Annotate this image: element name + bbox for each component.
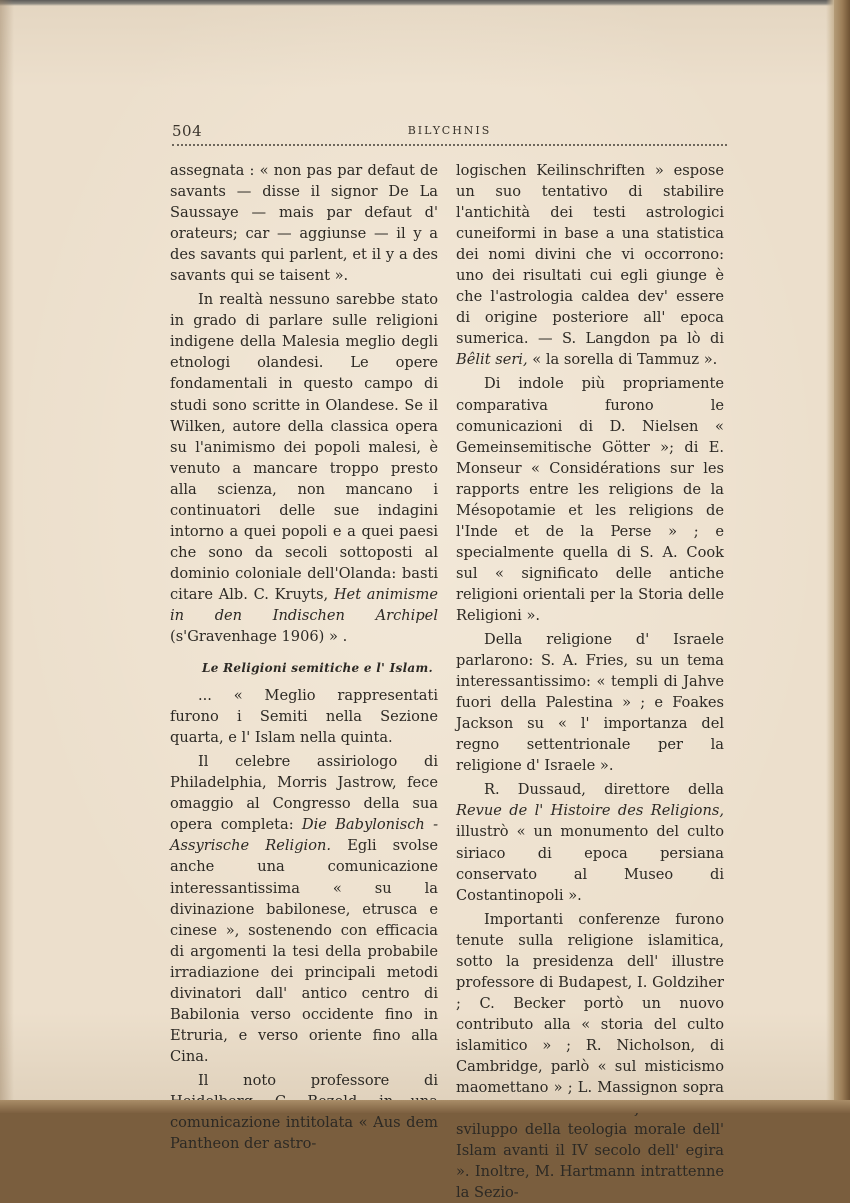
left-column — [170, 160, 438, 1154]
book-title: Die Babylonisch - Assyrische Religion. — [170, 816, 438, 855]
paragraph-text: « la sorella di Tammuz ». — [532, 351, 718, 369]
paragraph-text: Il celebre assiriologo di Philadelphia, Morris Jastrow, fece omaggio al Congresso della sua opera completa: — [170, 753, 438, 834]
paragraph-text: In realtà nessuno sarebbe stato in grado di parlare sulle religioni indigene della Malesia meglio degli etnologi olandesi. Le opere fondamentali in questo campo di studi sono scritte in Olandese. Se il Wilken, autore della classica opera su l'animismo dei popoli malesi, è venuto a mancare troppo presto alla scienza, non mancano i continuatori delle sue indagini intorno a quei popoli e a quei paesi che sono da secoli sottoposti al dominio coloniale dell'Olanda: basti citare Alb. C. Kruyts, — [170, 291, 438, 603]
paragraph-text: (s'Gravenhage 1906) » . — [170, 628, 348, 646]
paragraph: Di indole più propriamente comparativa furono le comunicazioni di D. Nielsen « Gemeinsemitische Götter »; di E. Monseur « Considérations sur les rapports entre les religions de la Mésopotamie et les religions de l'Inde et de la Perse » ; e specialmente quella di S. A. Cook sul « significato delle antiche religioni orientali per la Storia delle Religioni ». — [456, 375, 724, 624]
section-heading: Le Religioni semitiche e l' Islam. — [202, 661, 433, 676]
paragraph-text: sviluppo della teologia morale dell' Islam avanti il IV secolo dell' egira ». Inoltre, M. Hartmann intrattenne la Sezio- — [456, 1121, 724, 1202]
paragraph-text: illustrò « un monumento del culto siriaco di epoca persiana conservato al Museo di Costantinopoli ». — [456, 823, 724, 904]
book-title: Bêlit seri, — [456, 351, 528, 369]
paragraph: Il noto professore di comunicazione intitolata « Aus dem Pantheon der astro- — [170, 1071, 438, 1153]
paragraph-text: Importanti conferenze furono tenute sulla religione islamitica, sotto la presidenza dell' illustre professore di Budapest, I. Goldziher ; C. Becker portò un nuovo contributo alla « storia del culto islamitico » ; R. Nicholson, di Cambridge, parlò « sul misticismo maomettano » ; L. Massignon sopra — [456, 910, 724, 1097]
paragraph — [456, 909, 724, 1203]
paragraph — [456, 160, 724, 370]
page-gutter-shadow — [0, 0, 14, 1100]
paragraph: ... « Meglio rappresentati furono i Semiti nella Sezione quarta, e l' Islam nella quinta. — [170, 687, 438, 747]
book-title: Het animisme in den Indischen Archipel — [170, 585, 438, 624]
page-header — [172, 122, 727, 142]
paragraph — [170, 289, 438, 647]
journal-title: Revue de l' Histoire des Religions, — [456, 802, 724, 820]
page-right-edge — [826, 0, 834, 1100]
next-page-edge — [834, 0, 850, 1113]
background-strip — [0, 1100, 850, 1113]
paragraph — [170, 751, 438, 1067]
header-rule — [172, 144, 727, 146]
running-head: BILYCHNIS — [407, 124, 492, 137]
page-number: 504 — [172, 122, 203, 140]
paragraph-text: R. Dussaud, direttore della — [484, 781, 724, 799]
paragraph-text: logischen Keilinschriften » espose un suo tentativo di stabilire l'antichità dei testi astrologici cuneiformi in base a una statistica dei nomi divini che vi occorrono: uno dei risultati cui egli giunge è che l'astrologia caldea dev' essere di origine posteriore all' epoca sumerica. — S. Langdon pa lò di — [456, 162, 724, 348]
page-top-edge — [0, 0, 834, 6]
paragraph: Della religione d' Israele parlarono: S. A. Fries, su un tema interessantissimo: « templi di Jahve fuori della Palestina » ; e Foakes Jackson su « l' importanza del regno settentrionale per la religione d' Israele ». — [456, 631, 724, 775]
paragraph — [456, 779, 724, 905]
paragraph: assegnata : « non pas par defaut de savants — disse il signor De La Saussaye — mais par defaut d' orateurs; car — aggiunse — il y a des savants qui parlent, et il y a des savants qui se taisent ». — [170, 162, 438, 285]
right-column — [456, 160, 724, 1203]
paragraph-text: Egli svolse anche una comunicazione interessantissima « su la divinazione babilonese, etrusca e cinese », sostenendo con efficacia di argomenti la tesi della probabile irradiazione dei principali metodi divinatori dall' antico centro di Babilonia verso occidente fino in Etruria, e verso oriente fino alla Cina. — [170, 837, 438, 1065]
